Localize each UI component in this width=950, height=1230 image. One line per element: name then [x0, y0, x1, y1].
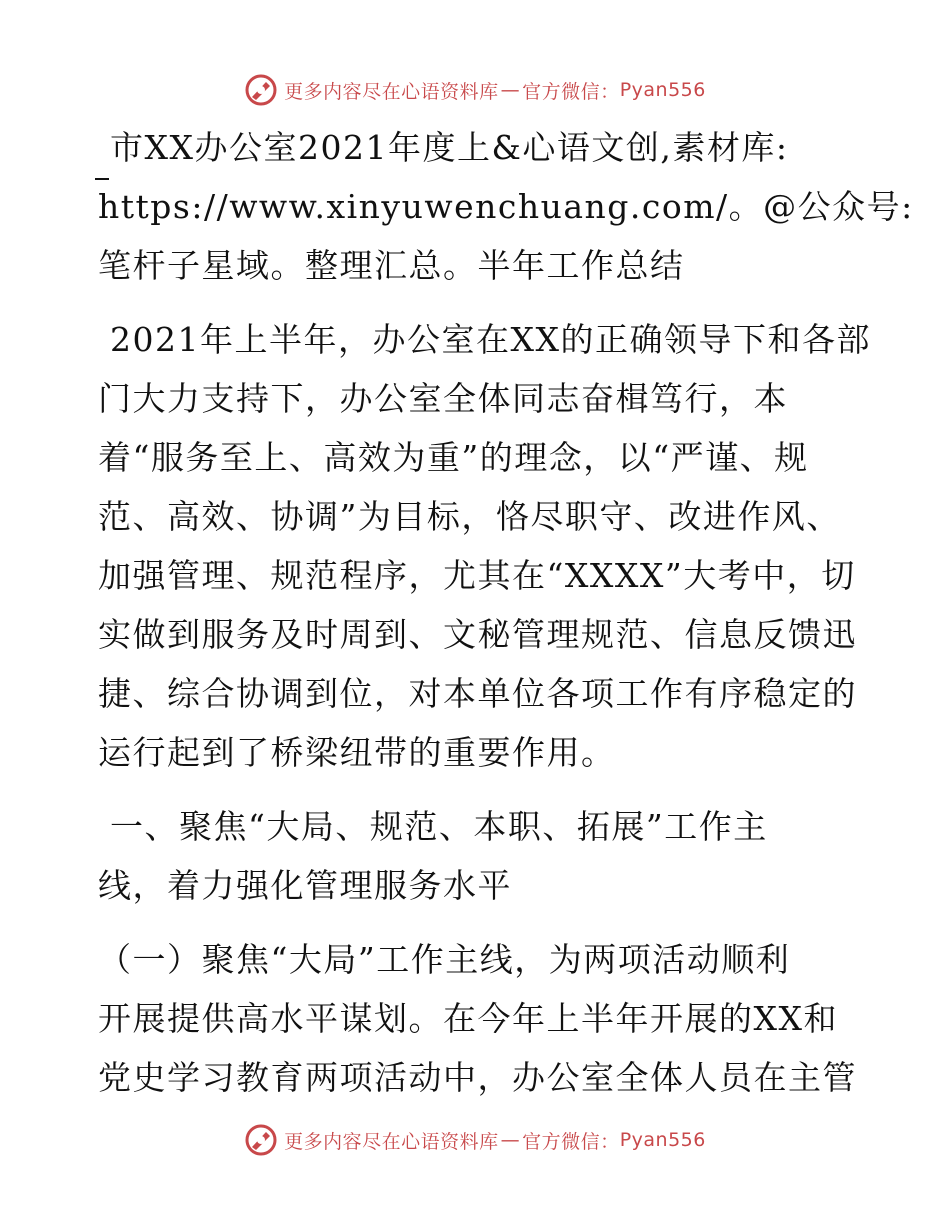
- banner-separator: —: [500, 1129, 521, 1151]
- margin-mark: [95, 178, 109, 180]
- paragraph-line: 加强管理、规范程序，尤其在“XXXX”大考中，切: [98, 556, 856, 595]
- paragraph-intro: [98, 310, 871, 782]
- seal-logo-icon: [244, 1123, 278, 1157]
- paragraph-line: 实做到服务及时周到、文秘管理规范、信息反馈迅: [98, 615, 857, 654]
- paragraph-section-1-1: [98, 930, 858, 1107]
- banner-brand-text: 更多内容尽在心语资料库: [284, 1130, 499, 1153]
- paragraph-line: 范、高效、协调”为目标，恪尽职守、改进作风、: [98, 497, 841, 536]
- paragraph-line: 2021年上半年，办公室在XX的正确领导下和各部: [110, 320, 871, 359]
- paragraph-line: （一）聚焦“大局”工作主线，为两项活动顺利: [98, 940, 791, 979]
- paragraph-line: 捷、综合协调到位，对本单位各项工作有序稳定的: [98, 674, 857, 713]
- title-line: 笔杆子星域。整理汇总。半年工作总结: [98, 246, 685, 285]
- banner-wechat-label: 官方微信：: [522, 80, 620, 103]
- document-body: [98, 118, 914, 1107]
- paragraph-line: 开展提供高水平谋划。在今年上半年开展的XX和: [98, 999, 838, 1038]
- title-line: https://www.xinyuwenchuang.com/。@公众号:: [98, 187, 914, 226]
- paragraph-line: 党史学习教育两项活动中，办公室全体人员在主管: [98, 1058, 857, 1097]
- paragraph-line: 着“服务至上、高效为重”的理念，以“严谨、规: [98, 438, 809, 477]
- heading-line: 一、聚焦“大局、规范、本职、拓展”工作主: [110, 807, 768, 846]
- paragraph-line: 运行起到了桥梁纽带的重要作用。: [98, 733, 616, 772]
- banner-wechat-label: 官方微信：: [522, 1130, 620, 1153]
- document-title: [98, 118, 914, 295]
- heading-line: 线，着力强化管理服务水平: [98, 866, 512, 905]
- banner-separator: —: [500, 79, 521, 101]
- title-line: 市XX办公室2021年度上&心语文创,素材库:: [110, 128, 789, 167]
- seal-logo-icon: [244, 73, 278, 107]
- paragraph-line: 门大力支持下，办公室全体同志奋楫笃行，本: [98, 379, 788, 418]
- banner-wechat-id: Pyan556: [619, 79, 706, 101]
- banner-brand-text: 更多内容尽在心语资料库: [284, 80, 499, 103]
- footer-banner: [0, 1120, 950, 1160]
- header-banner: [0, 70, 950, 110]
- section-heading-1: [98, 797, 858, 915]
- banner-wechat-id: Pyan556: [619, 1129, 706, 1151]
